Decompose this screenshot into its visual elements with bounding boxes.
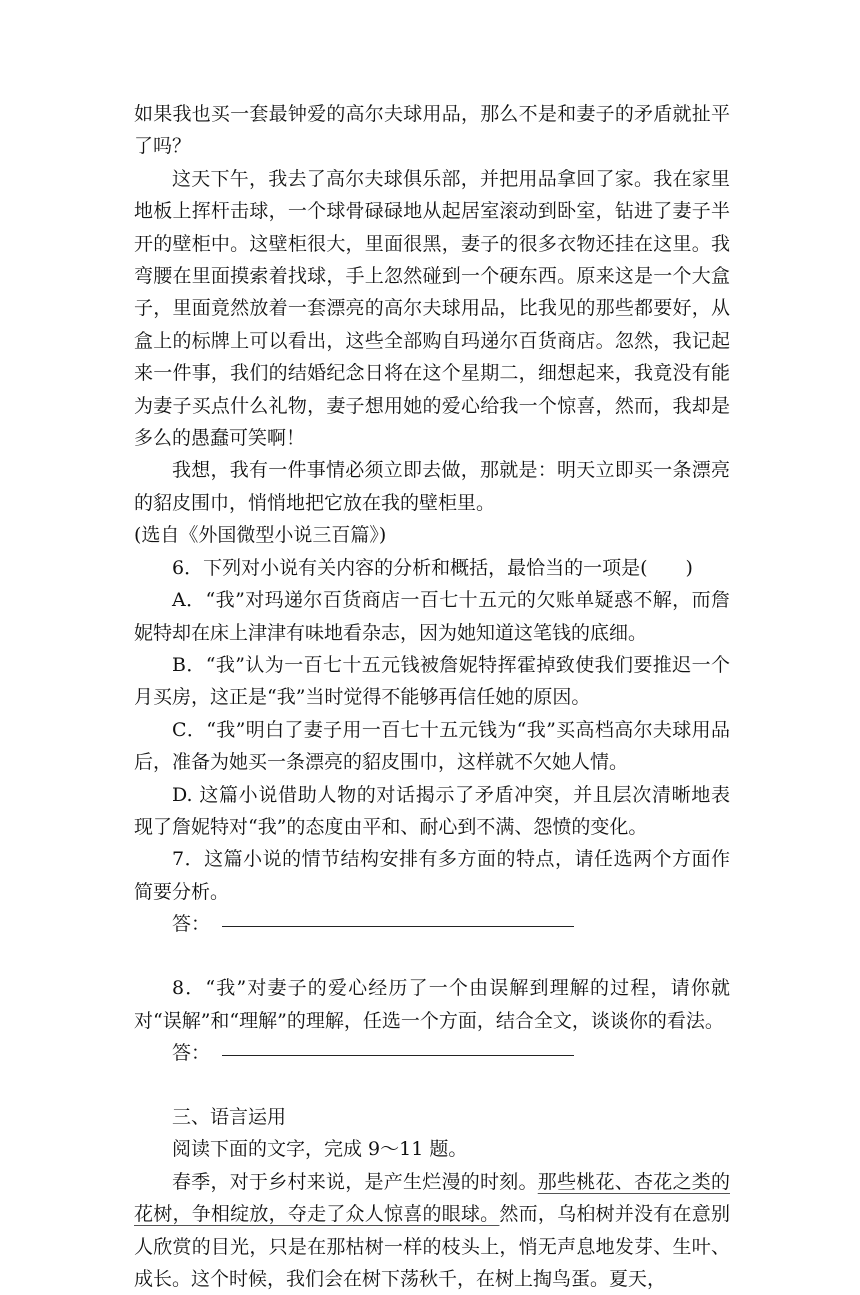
answer-rule <box>222 926 574 927</box>
option-c: C．“我”明白了妻子用一百七十五元钱为“我”买高档高尔夫球用品后，准备为她买一条漂亮的貂皮围巾，这样就不欠她人情。 <box>134 718 730 774</box>
passage-paragraph <box>134 1166 730 1295</box>
question-6: 6．下列对小说有关内容的分析和概括，最恰当的一项是( ) <box>172 556 693 579</box>
passage-rest: 然而，乌桕树并没有在意别人欣赏的目光，只是在那枯树一样的枝头上，悄无声息地发芽、生叶、成长。这个时候，我们会在树下荡秋千，在树上掏鸟蛋。夏天， <box>134 1203 730 1290</box>
passage-start: 春季，对于乡村来说，是产生烂漫的时刻。 <box>172 1170 538 1193</box>
answer-rule <box>222 1055 574 1056</box>
option-a: A．“我”对玛递尔百货商店一百七十五元的欠账单疑惑不解，而詹妮特却在床上津津有味地看杂志，因为她知道这笔钱的底细。 <box>134 589 730 644</box>
paragraph-1: 如果我也买一套最钟爱的高尔夫球用品，那么不是和妻子的矛盾就扯平了吗？ <box>134 103 730 158</box>
section-heading: 三、语言运用 <box>172 1105 287 1128</box>
underlined-sentence: 那些桃花、杏花之类的花树，争相绽放，夺走了众人惊喜的眼球。 <box>134 1170 730 1226</box>
question-8: 8．“我”对妻子的爱心经历了一个由误解到理解的过程，请你就对“误解”和“理解”的理解，任选一个方面，结合全文，谈谈你的看法。 <box>134 977 730 1032</box>
source-citation: (选自《外国微型小说三百篇》) <box>134 524 387 547</box>
option-d: D. 这篇小说借助人物的对话揭示了矛盾冲突，并且层次清晰地表现了詹妮特对“我”的态度由平和、耐心到不满、怨愤的变化。 <box>134 783 730 838</box>
paragraph-2: 这天下午，我去了高尔夫球俱乐部，并把用品拿回了家。我在家里地板上挥杆击球，一个球骨碌碌地从起居室滚动到卧室，钻进了妻子半开的壁柜中。这壁柜很大，里面很黑，妻子的很多衣物还挂在这里。我弯腰在里面摸索着找球，手上忽然碰到一个硬东西。原来这是一个大盒子，里面竟然放着一套漂亮的高尔夫球用品，比我见的那些都要好，从盒上的标牌上可以看出，这些全部购自玛递尔百货商店。忽然，我记起来一件事，我们的结婚纪念日将在这个星期二，细想起来，我竟没有能为妻子买点什么礼物，妻子想用她的爱心给我一个惊喜，然而，我却是多么的愚蠢可笑啊！ <box>134 167 730 450</box>
paragraph-3: 我想，我有一件事情必须立即去做，那就是：明天立即买一条漂亮的貂皮围巾，悄悄地把它放在我的壁柜里。 <box>134 459 730 514</box>
answer-line-7[interactable] <box>134 908 730 940</box>
spacer <box>134 1069 730 1101</box>
spacer <box>134 940 730 972</box>
option-b: B．“我”认为一百七十五元钱被詹妮特挥霍掉致使我们要推迟一个月买房，这正是“我”当时觉得不能够再信任她的原因。 <box>134 653 730 709</box>
section-instruction: 阅读下面的文字，完成 9～11 题。 <box>172 1138 468 1161</box>
answer-label: 答： <box>172 913 211 936</box>
question-7: 7．这篇小说的情节结构安排有多方面的特点，请任选两个方面作简要分析。 <box>134 848 730 903</box>
answer-label: 答： <box>172 1041 211 1064</box>
document-page <box>134 98 730 1295</box>
answer-line-8[interactable] <box>134 1037 730 1069</box>
